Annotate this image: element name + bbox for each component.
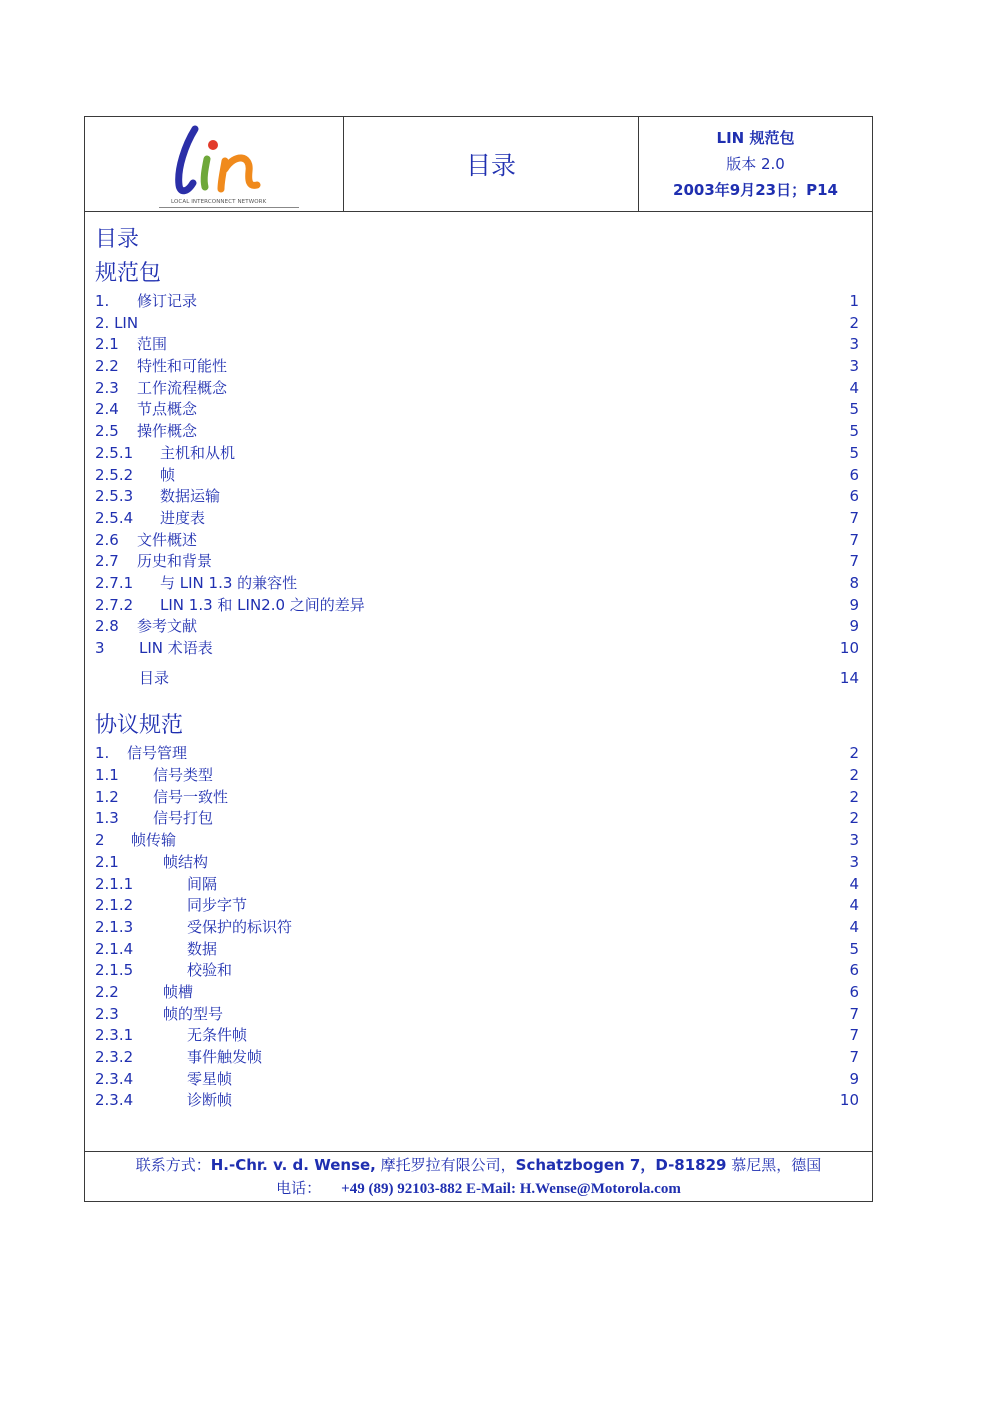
toc-entry-label: 主机和从机 — [160, 443, 236, 462]
toc-entry-number: 2.5.3 — [95, 487, 134, 506]
toc-entry[interactable] — [95, 1069, 867, 1091]
toc-entry[interactable] — [95, 982, 867, 1004]
footer-city: 慕尼黑，德国 — [726, 1156, 822, 1174]
toc-entry-label: 诊断帧 — [187, 1091, 233, 1110]
toc-entry[interactable] — [95, 638, 867, 660]
toc-entry-number: 2.3.4 — [95, 1091, 134, 1110]
toc-entry-label: 特性和可能性 — [137, 357, 228, 376]
toc-entry-page: 2 — [849, 787, 859, 806]
toc-entry-page: 7 — [849, 552, 859, 571]
toc-entry-page: 6 — [849, 487, 859, 506]
toc-entry-page: 2 — [849, 313, 859, 332]
toc-entry-number: 2.7.1 — [95, 573, 134, 592]
toc-entry-label: 操作概念 — [137, 422, 198, 441]
toc-entry-label: 数据 — [187, 939, 218, 958]
toc-entry-number: 2.5.1 — [95, 443, 134, 462]
toc-entry-number: 2.3 — [95, 378, 119, 397]
toc-entry[interactable] — [95, 508, 867, 530]
toc-entry-page: 2 — [849, 766, 859, 785]
footer-phone-label: 电话： — [276, 1179, 322, 1197]
toc-entry[interactable] — [95, 356, 867, 378]
toc-entry-number: 2.1.5 — [95, 961, 134, 980]
toc-entry[interactable] — [95, 313, 867, 335]
toc-entry-label: 事件触发帧 — [187, 1048, 263, 1066]
toc-entry-number: 2.3.1 — [95, 1026, 134, 1045]
toc-entry-label: 帧结构 — [163, 852, 209, 871]
toc-entry-number: 2.1 — [95, 852, 119, 871]
toc-entry[interactable] — [95, 1047, 867, 1069]
toc-entry[interactable] — [95, 743, 867, 765]
toc-entry-label: 零星帧 — [187, 1069, 233, 1088]
toc-entry-label: 范围 — [137, 335, 168, 354]
toc-entry[interactable] — [95, 616, 867, 638]
footer — [85, 1151, 872, 1202]
footer-contact-line — [85, 1153, 872, 1177]
toc-entry[interactable] — [95, 291, 867, 313]
toc-entry-number: 2.3.4 — [95, 1069, 134, 1088]
footer-address: Schatzbogen 7，D-81829 — [515, 1156, 727, 1174]
toc-entry-label: 信号类型 — [153, 766, 214, 785]
toc-entry-page: 9 — [849, 595, 859, 614]
toc-entry-label: 节点概念 — [137, 400, 198, 419]
section-title: 规范包 — [95, 261, 162, 286]
toc-entry-number: 2.1.4 — [95, 939, 134, 958]
toc-heading: 目录 — [95, 227, 140, 252]
toc-entry[interactable] — [95, 668, 867, 690]
toc-entry-label: 受保护的标识符 — [187, 917, 293, 936]
toc-entry[interactable] — [95, 1004, 867, 1026]
footer-prefix: 联系方式： — [135, 1156, 211, 1174]
toc-entry-page: 10 — [839, 1091, 859, 1110]
toc-entry-label: 信号一致性 — [153, 787, 229, 806]
lin-logo — [171, 125, 281, 197]
toc-entry-label: 校验和 — [187, 961, 233, 980]
toc-entry[interactable] — [95, 443, 867, 465]
toc-entry[interactable] — [95, 378, 867, 400]
toc-entry-page: 3 — [849, 852, 859, 871]
toc-entry-page: 1 — [849, 292, 859, 310]
toc-entry-page: 3 — [849, 335, 859, 354]
toc-entry-number: 2.1.3 — [95, 917, 134, 936]
toc-entry[interactable] — [95, 939, 867, 961]
toc-entry-number: 2.1.1 — [95, 874, 134, 893]
toc-entry-page: 4 — [849, 874, 859, 893]
toc-entry-number: 1. — [95, 744, 110, 763]
toc-entry-label: 修订记录 — [137, 292, 198, 310]
toc-entry-label: 帧传输 — [131, 831, 177, 850]
footer-phone-email: +49 (89) 92103-882 E-Mail: H.Wense@Motorola.com — [341, 1181, 681, 1197]
toc-entry[interactable] — [95, 852, 867, 874]
toc-entry-label: 工作流程概念 — [137, 378, 228, 397]
footer-phone-line — [85, 1177, 872, 1200]
toc-entry-label: 文件概述 — [137, 530, 198, 549]
toc-entry-label: 进度表 — [160, 508, 206, 527]
toc-entry-number: 1.1 — [95, 766, 119, 785]
toc-entry[interactable] — [95, 486, 867, 508]
toc-entry[interactable] — [95, 421, 867, 443]
toc-entry-number: 2.7 — [95, 552, 119, 571]
toc-entry[interactable] — [95, 551, 867, 573]
toc-entry-label: 信号管理 — [127, 744, 188, 763]
toc-entry-page: 6 — [849, 961, 859, 980]
logo-cell — [85, 117, 344, 211]
toc-entry-number: 2.2 — [95, 357, 119, 376]
toc-entry-page: 2 — [849, 809, 859, 828]
toc-entry[interactable] — [95, 917, 867, 939]
toc-entry-page: 9 — [849, 1069, 859, 1088]
toc-entry-label: 信号打包 — [153, 809, 214, 828]
section1-list — [95, 291, 867, 660]
header-meta — [639, 117, 872, 211]
spec-name: LIN 规范包 — [716, 129, 795, 147]
section-title: 协议规范 — [95, 713, 184, 739]
toc-entry-page: 9 — [849, 617, 859, 636]
toc-entry[interactable] — [95, 787, 867, 809]
toc-entry-number: 2.7.2 — [95, 595, 134, 614]
toc-entry[interactable] — [95, 334, 867, 356]
toc-entry-label: 帧的型号 — [163, 1004, 224, 1023]
toc-entry-number: 2.3.2 — [95, 1048, 134, 1066]
toc-entry-number: 2.2 — [95, 982, 119, 1001]
toc-entry[interactable] — [95, 1090, 867, 1112]
toc-entry-label: 数据运输 — [160, 487, 221, 506]
toc-entry-page: 3 — [849, 357, 859, 376]
toc-entry-number: 2.1 — [95, 335, 119, 354]
toc-entry-number: 1.2 — [95, 787, 119, 806]
toc-entry-page: 4 — [849, 917, 859, 936]
toc-entry-page: 2 — [849, 744, 859, 763]
toc-entry-page: 4 — [849, 896, 859, 915]
toc-entry-page: 8 — [849, 573, 859, 592]
toc-entry-page: 5 — [849, 443, 859, 462]
toc-entry-number: 3 — [95, 639, 105, 657]
toc-entry-page: 7 — [849, 508, 859, 527]
toc-entry-page: 7 — [849, 1004, 859, 1023]
toc-entry-label: 参考文献 — [137, 617, 198, 636]
toc-entry-number: 2.1.2 — [95, 896, 134, 915]
toc-entry[interactable] — [95, 874, 867, 896]
header-title: 目录 — [344, 117, 639, 211]
toc-entry-label: LIN 1.3 和 LIN2.0 之间的差异 — [160, 595, 365, 614]
toc-entry-page: 7 — [849, 1048, 859, 1066]
toc-entry[interactable] — [95, 465, 867, 487]
toc-entry-page: 6 — [849, 982, 859, 1001]
toc-entry-label: 与 LIN 1.3 的兼容性 — [160, 573, 298, 592]
toc-entry[interactable] — [95, 573, 867, 595]
logo-subtitle: LOCAL INTERCONNECT NETWORK — [171, 199, 267, 205]
section2-list — [95, 743, 867, 1112]
date-page: 2003年9月23日；P14 — [673, 181, 838, 199]
toc-entry-label: 历史和背景 — [137, 552, 213, 571]
toc-entry-number: 2.8 — [95, 617, 119, 636]
toc-entry-number: 1. — [95, 292, 110, 310]
toc-entry-number: 2.5 — [95, 422, 119, 441]
toc-entry[interactable] — [95, 530, 867, 552]
header-table — [85, 117, 872, 212]
document-frame — [84, 116, 873, 1202]
toc-entry[interactable] — [95, 595, 867, 617]
table-of-contents — [95, 223, 867, 1112]
toc-entry-number: 2.5.2 — [95, 465, 134, 484]
toc-entry-label: 帧槽 — [163, 982, 194, 1001]
toc-entry-page: 5 — [849, 422, 859, 441]
toc-entry-label: 间隔 — [187, 874, 218, 893]
toc-entry-number: 2.5.4 — [95, 508, 134, 527]
footer-company: 摩托罗拉有限公司， — [375, 1156, 516, 1174]
toc-entry-page: 5 — [849, 939, 859, 958]
toc-entry[interactable] — [95, 895, 867, 917]
footer-name: H.-Chr. v. d. Wense, — [210, 1156, 376, 1174]
toc-entry-page: 7 — [849, 530, 859, 549]
toc-entry-page: 5 — [849, 400, 859, 419]
version: 版本 2.0 — [726, 155, 785, 173]
toc-entry-page: 10 — [839, 639, 859, 657]
toc-entry-page: 6 — [849, 465, 859, 484]
logo-underline — [159, 207, 299, 208]
toc-entry-number: 2.6 — [95, 530, 119, 549]
toc-entry-label: 同步字节 — [187, 896, 248, 915]
toc-entry[interactable] — [95, 830, 867, 852]
toc-entry-label: 帧 — [160, 465, 176, 484]
toc-entry-page: 7 — [849, 1026, 859, 1045]
toc-entry-page: 14 — [839, 668, 859, 687]
toc-entry[interactable] — [95, 765, 867, 787]
toc-entry-number: 2.3 — [95, 1004, 119, 1023]
toc-entry-label: 目录 — [139, 668, 170, 687]
toc-entry[interactable] — [95, 399, 867, 421]
toc-entry-number: 2.4 — [95, 400, 119, 419]
toc-entry-label: LIN 术语表 — [139, 639, 213, 657]
toc-entry-number: 2 — [95, 831, 105, 850]
toc-entry-number: 2. LIN — [95, 313, 139, 332]
toc-entry-label: 无条件帧 — [187, 1026, 248, 1045]
toc-entry[interactable] — [95, 808, 867, 830]
toc-entry-number: 1.3 — [95, 809, 119, 828]
toc-entry[interactable] — [95, 1025, 867, 1047]
toc-entry-page: 3 — [849, 831, 859, 850]
toc-entry-page: 4 — [849, 378, 859, 397]
toc-entry[interactable] — [95, 960, 867, 982]
